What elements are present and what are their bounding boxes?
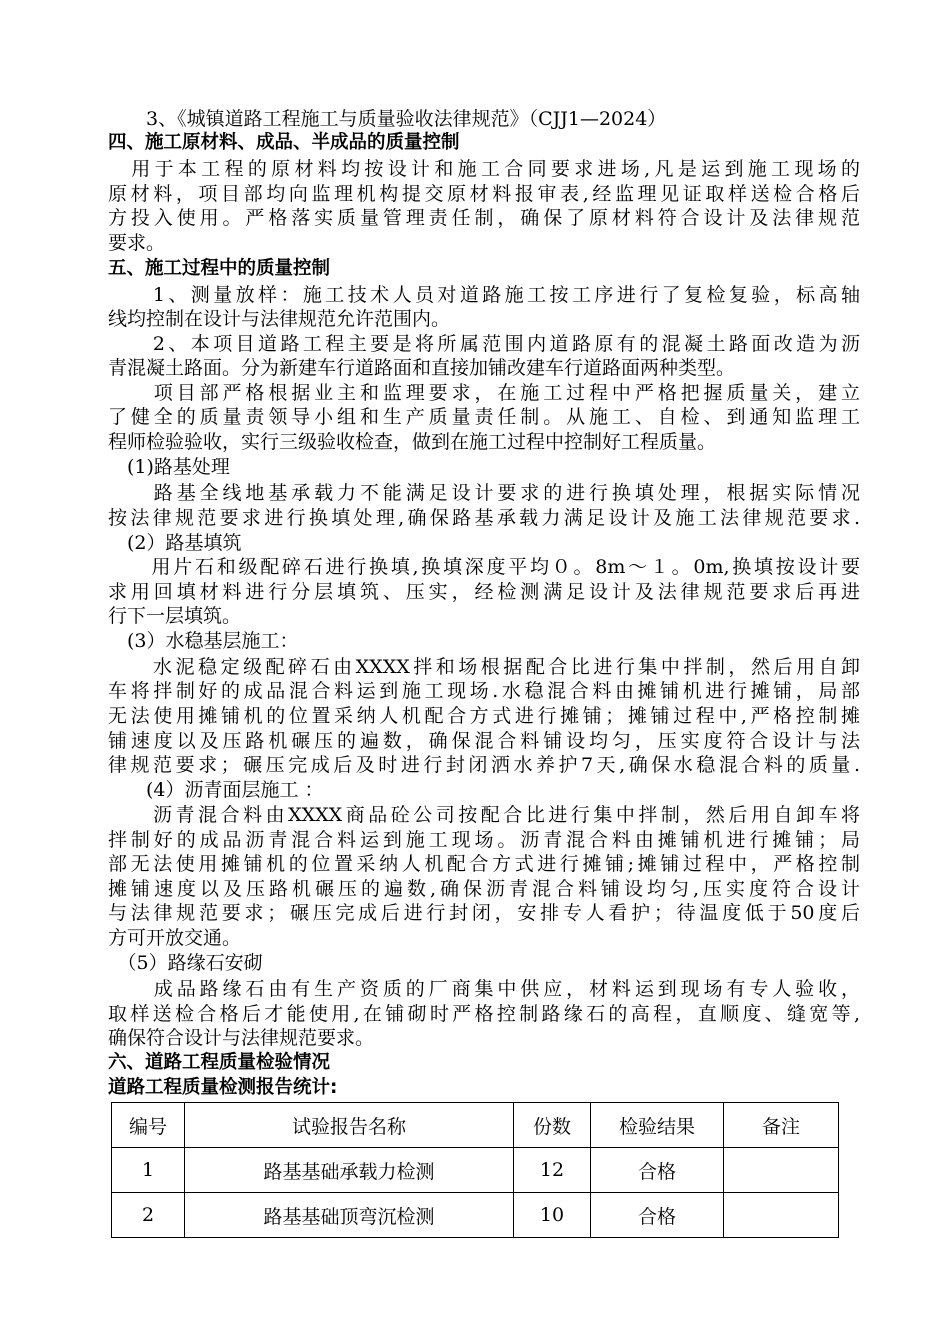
paragraph-line: 车将拌制好的成品混合料运到施工现场.水稳混合料由摊铺机进行摊铺，局部 — [108, 680, 860, 702]
paragraph-line: 成品路缘石由有生产资质的厂商集中供应，材料运到现场有专人验收， — [108, 978, 860, 1000]
cell-report-name: 路基基础承载力检测 — [185, 1148, 514, 1193]
paragraph-line: 无法使用摊铺机的位置采纳人机配合方式进行摊铺；摊铺过程中,严格控制摊 — [108, 705, 860, 727]
paragraph-line: 用片石和级配碎石进行换填,换填深度平均０。8m～１。0m,换填按设计要 — [108, 556, 860, 578]
quality-report-table — [111, 1102, 839, 1238]
paragraph-line: 1、测量放样：施工技术人员对道路施工按工序进行了复检复验，标高轴 — [108, 284, 860, 306]
paragraph-line: 律规范要求；碾压完成后及时进行封闭洒水养护7天,确保水稳混合料的质量. — [108, 754, 860, 776]
subheading-4: (4）沥青面层施工 ： — [108, 779, 324, 801]
section-heading-4: 四、施工原材料、成品、半成品的质量控制 — [108, 132, 460, 153]
paragraph-line: 了健全的质量责领导小组和生产质量责任制。从施工、自检、到通知监理工 — [108, 406, 860, 428]
paragraph-line: 确保符合设计与法律规范要求。 — [108, 1027, 375, 1049]
header-copies: 份数 — [514, 1103, 591, 1148]
subheading-1: (1)路基处理 — [108, 456, 230, 478]
paragraph-line: 取样送检合格后才能使用,在铺砌时严格控制路缘石的高程，直顺度、缝宽等, — [108, 1003, 860, 1025]
table-caption: 道路工程质量检测报告统计: — [108, 1077, 338, 1098]
paragraph-line: 2、本项目道路工程主要是将所属范围内道路原有的混凝土路面改造为沥 — [108, 333, 860, 355]
header-number: 编号 — [112, 1103, 185, 1148]
paragraph-line: 用于本工程的原材料均按设计和施工合同要求进场,凡是运到施工现场的 — [108, 158, 860, 180]
reference-line: 3、《城镇道路工程施工与质量验收法律规范》（CJJ1—2024） — [108, 108, 667, 130]
header-report-name: 试验报告名称 — [185, 1103, 514, 1148]
paragraph-line: 铺速度以及压路机碾压的遍数，确保混合料铺设均匀，压实度符合设计与法 — [108, 730, 860, 752]
table-header-row — [112, 1103, 839, 1148]
paragraph-line: 要求。 — [108, 232, 166, 254]
table-row — [112, 1193, 839, 1238]
paragraph-line: 摊铺速度以及压路机碾压的遍数,确保沥青混合料铺设均匀,压实度符合设计 — [108, 878, 860, 900]
cell-copies: 10 — [514, 1193, 591, 1238]
table-row — [112, 1148, 839, 1193]
paragraph-line: 部无法使用摊铺机的位置采纳人机配合方式进行摊铺;摊铺过程中，严格控制 — [108, 853, 860, 875]
cell-remarks — [724, 1148, 839, 1193]
cell-result: 合格 — [591, 1148, 724, 1193]
paragraph-line: 拌制好的成品沥青混合料运到施工现场。沥青混合料由摊铺机进行摊铺；局 — [108, 829, 860, 851]
paragraph-line: 方可开放交通。 — [108, 927, 242, 949]
paragraph-line: 方投入使用。严格落实质量管理责任制，确保了原材料符合设计及法律规范 — [108, 207, 860, 229]
header-result: 检验结果 — [591, 1103, 724, 1148]
paragraph-line: 与法律规范要求；碾压完成后进行封闭，安排专人看护；待温度低于50度后 — [108, 902, 860, 924]
paragraph-line: 路基全线地基承载力不能满足设计要求的进行换填处理，根据实际情况 — [108, 482, 860, 504]
paragraph-line: 青混凝土路面。分为新建车行道路面和直接加铺改建车行道路面两种类型。 — [108, 357, 736, 379]
subheading-5: （5）路缘石安砌 — [108, 952, 263, 974]
section-heading-6: 六、道路工程质量检验情况 — [108, 1052, 331, 1073]
cell-result: 合格 — [591, 1193, 724, 1238]
cell-number: 1 — [112, 1148, 185, 1193]
subheading-3: (3）水稳基层施工： — [108, 630, 299, 652]
section-heading-5: 五、施工过程中的质量控制 — [108, 258, 331, 279]
subheading-2: (2）路基填筑 — [108, 532, 242, 554]
cell-number: 2 — [112, 1193, 185, 1238]
paragraph-line: 水泥稳定级配碎石由XXXX拌和场根据配合比进行集中拌制，然后用自卸 — [108, 656, 860, 678]
paragraph-line: 行下一层填筑。 — [108, 605, 242, 627]
paragraph-line: 程师检验验收，实行三级验收检查，做到在施工过程中控制好工程质量。 — [108, 431, 717, 453]
cell-report-name: 路基基础顶弯沉检测 — [185, 1193, 514, 1238]
cell-remarks — [724, 1193, 839, 1238]
paragraph-line: 求用回填材料进行分层填筑、压实，经检测满足设计及法律规范要求后再进 — [108, 581, 860, 603]
paragraph-line: 沥青混合料由XXXX商品砼公司按配合比进行集中拌制，然后用自卸车将 — [108, 804, 860, 826]
paragraph-line: 线均控制在设计与法律规范允许范围内。 — [108, 308, 451, 330]
cell-copies: 12 — [514, 1148, 591, 1193]
paragraph-line: 原材料，项目部均向监理机构提交原材料报审表,经监理见证取样送检合格后 — [108, 183, 860, 205]
header-remarks: 备注 — [724, 1103, 839, 1148]
paragraph-line: 项目部严格根据业主和监理要求，在施工过程中严格把握质量关，建立 — [108, 382, 860, 404]
paragraph-line: 按法律规范要求进行换填处理,确保路基承载力满足设计及施工法律规范要求. — [108, 507, 860, 529]
